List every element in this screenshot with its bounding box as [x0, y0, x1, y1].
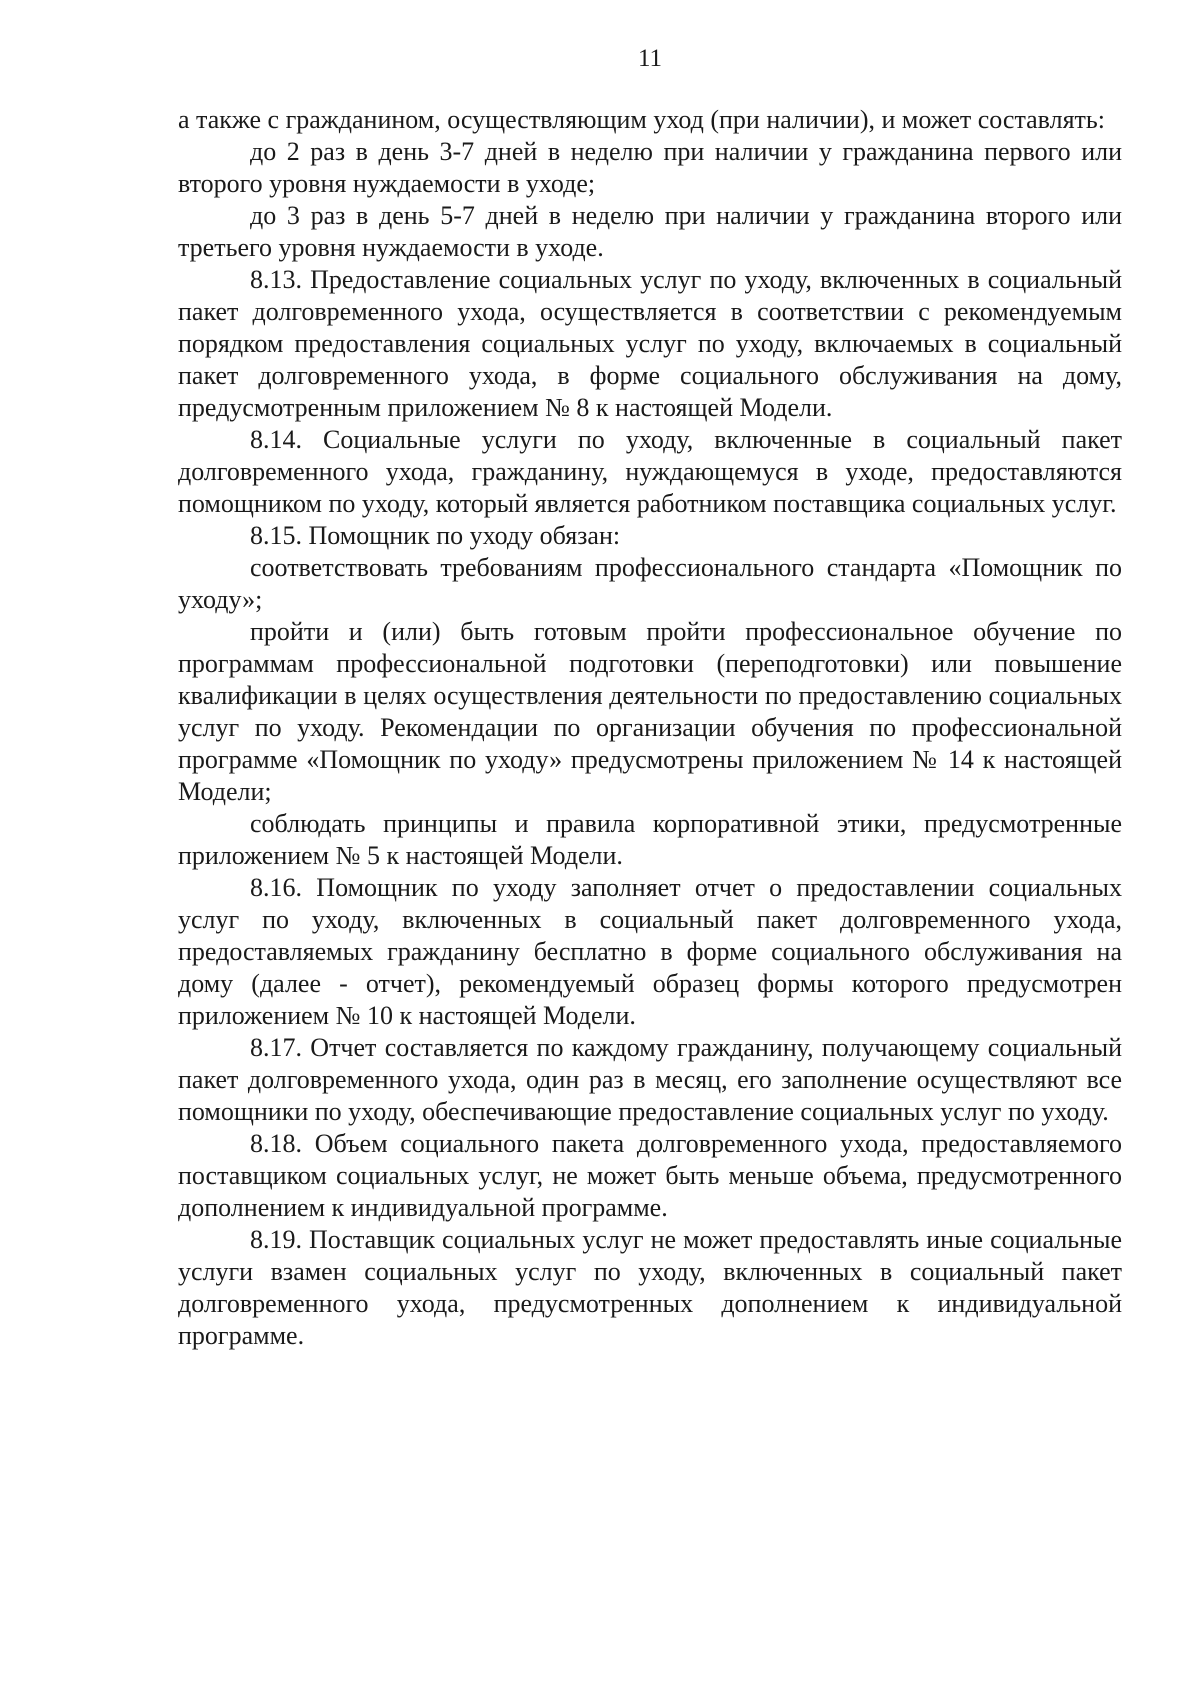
paragraph-8-16: 8.16. Помощник по уходу заполняет отчет о предоставлении социальных услуг по уходу, включенных в социальный пакет долговременного ухода, предоставляемых гражданину бесплатно в форме социального обслуживания на дому (далее - отчет), рекомендуемый образец формы которого предусмотрен приложением № 10 к настоящей Модели.: [178, 873, 1122, 1030]
paragraph-8-17: 8.17. Отчет составляется по каждому гражданину, получающему социальный пакет долговременного ухода, один раз в месяц, его заполнение осуществляют все помощники по уходу, обеспечивающие предоставление социальных услуг по уходу.: [178, 1033, 1122, 1126]
paragraph-8-15: 8.15. Помощник по уходу обязан:: [250, 521, 621, 550]
paragraph-8-13: 8.13. Предоставление социальных услуг по уходу, включенных в социальный пакет долговременного ухода, осуществляется в соответствии с рекомендуемым порядком предоставления социальных услуг по уходу, включаемых в социальный пакет долговременного ухода, в форме социального обслуживания на дому, предусмотренным приложением № 8 к настоящей Модели.: [178, 265, 1122, 422]
paragraph-8-14: 8.14. Социальные услуги по уходу, включенные в социальный пакет долговременного ухода, гражданину, нуждающемуся в уходе, предоставляются помощником по уходу, который является работником поставщика социальных услуг.: [178, 425, 1122, 518]
paragraph: а также с гражданином, осуществляющим уход (при наличии), и может составлять:: [178, 105, 1105, 134]
paragraph: до 2 раз в день 3-7 дней в неделю при наличии у гражданина первого или второго уровня нуждаемости в уходе;: [178, 137, 1122, 198]
paragraph-8-18: 8.18. Объем социального пакета долговременного ухода, предоставляемого поставщиком социальных услуг, не может быть меньше объема, предусмотренного дополнением к индивидуальной программе.: [178, 1129, 1122, 1222]
paragraph: соответствовать требованиям профессионального стандарта «Помощник по уходу»;: [178, 553, 1122, 614]
paragraph: до 3 раз в день 5-7 дней в неделю при наличии у гражданина второго или третьего уровня нуждаемости в уходе.: [178, 201, 1122, 262]
paragraph: пройти и (или) быть готовым пройти профессиональное обучение по программам профессиональной подготовки (переподготовки) или повышение квалификации в целях осуществления деятельности по предоставлению социальных услуг по уходу. Рекомендации по организации обучения по профессиональной программе «Помощник по уходу» предусмотрены приложением № 14 к настоящей Модели;: [178, 617, 1122, 806]
document-body: [178, 104, 1122, 1352]
page-number: 11: [637, 45, 663, 72]
paragraph: соблюдать принципы и правила корпоративной этики, предусмотренные приложением № 5 к настоящей Модели.: [178, 809, 1122, 870]
paragraph-8-19: 8.19. Поставщик социальных услуг не может предоставлять иные социальные услуги взамен социальных услуг по уходу, включенных в социальный пакет долговременного ухода, предусмотренных дополнением к индивидуальной программе.: [178, 1225, 1122, 1350]
